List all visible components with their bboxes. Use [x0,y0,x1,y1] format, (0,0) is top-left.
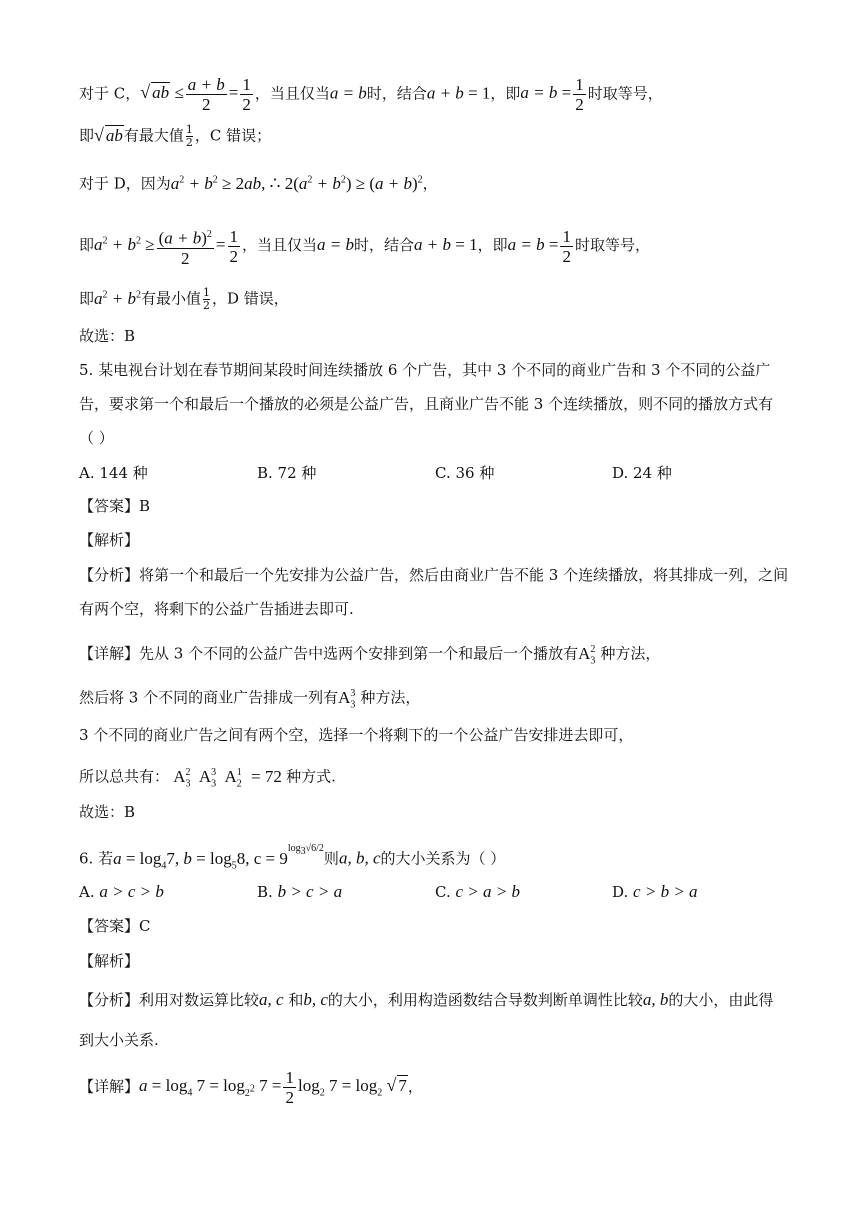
d-analysis-line-2: 即$a^2 + b^2$ ≥ $\frac{(a + b)^2}{2}$ = $\frac{1}{2}$ ，当且仅当a = b时，结合a + b = 1，即a = b = $\frac{1}{2}$ 时取等号， [79,226,650,268]
q5-option-a: A. 144 种 [79,464,148,482]
math-q6-a-log: $a = \log_4 7 = \log_{2^2} 7$ = $\frac{1}{2}$ $\log_2 7 = \log_2$ √ 7 [139,1068,407,1107]
q5-fenxi-1: 【分析】将第一个和最后一个先安排为公益广告，然后由商业广告不能 3 个连续播放，将其排成一列，之间 [79,566,789,584]
q6-xiangjie: 【详解】$a = \log_4 7 = \log_{2^2} 7$ = $\frac{1}{2}$ $\log_2 7 = \log_2$ √ 7， [79,1068,423,1107]
q5-xiangjie-3: 3 个不同的商业广告之间有两个空，选择一个将剩下的一个公益广告安排进去即可， [79,726,634,744]
d-analysis-line-1: 对于 D，因为$a^2 + b^2 \ge 2ab$, ∴ $2(a^2 + b^2) \ge (a + b)^2$， [79,173,438,193]
q6-option-a: A. a > c > b [79,882,164,901]
q5-xiangjie-1: 【详解】先从 3 个不同的公益广告中选两个安排到第一个和最后一个播放有$A_3^2$ 种方法， [79,643,661,667]
q6-fenxi-1: 【分析】利用对数运算比较a, c 和b, c的大小，利用构造函数结合导数判断单调性比较a, b的大小，由此得 [79,990,774,1009]
q6-option-b: B. b > c > a [257,882,343,901]
math-sqrt-ab: √ ab [94,124,123,145]
c-analysis-line-2: 即√ ab有最大值 $\frac{1}{2}$ ，C 错误； [79,123,272,149]
q5-stem-3: （ ） [79,429,114,447]
d-analysis-line-3: 即$a^2 + b^2$有最小值 $\frac{1}{2}$ ，D 错误， [79,286,289,313]
q5-xiangjie-2: 然后将 3 个不同的商业广告排成一列有$A_3^3$ 种方法， [79,687,421,711]
q5-choice: 故选：B [79,803,136,821]
c-analysis-line-1: 对于 C，√ ab ≤ $\frac{a + b}{2}$ = $\frac{1}{2}$ ，当且仅当a = b时，结合a + b = 1，即a = b = $\frac{1}{2}$ 时取等号， [79,75,663,114]
math-a-eq-b-half: a = b = $\frac{1}{2}$ [520,75,584,114]
q5-stem-1: 5. 某电视台计划在春节期间某段时间连续播放 6 个广告，其中 3 个不同的商业广告和 3 个不同的公益广 [79,361,771,379]
math-a32: $A_3^2$ [578,643,596,667]
q5-analysis-label: 【解析】 [79,531,140,549]
q4-choice: 故选：B [79,327,136,345]
math-q6-definitions: $a = \log_47$, $b = \log_58$, $c = 9^{log_3√6/2}$ [113,843,324,872]
q6-stem: 6. 若$a = \log_47$, $b = \log_58$, $c = 9^{log_3√6/2}$则a, b, c的大小关系为（ ） [79,843,506,872]
q6-option-d: D. c > b > a [612,882,698,901]
q5-option-c: C. 36 种 [435,464,495,482]
q5-option-d: D. 24 种 [612,464,672,482]
math-a33: $A_3^3$ [338,687,356,711]
q5-answer: 【答案】B [79,497,151,515]
math-sqrt-ab-inequality: √ ab ≤ $\frac{a + b}{2}$ = $\frac{1}{2}$ [140,75,251,114]
q5-fenxi-2: 有两个空，将剩下的公益广告插进去即可. [79,600,354,618]
q5-stem-2: 告，要求第一个和最后一个播放的必须是公益广告，且商业广告不能 3 个连续播放，则不同的播放方式有 [79,395,774,413]
math-d-min: $a^2 + b^2$ ≥ $\frac{(a + b)^2}{2}$ = $\frac{1}{2}$ [94,226,239,268]
q6-answer: 【答案】C [79,917,151,935]
q5-xiangjie-4: 所以总共有： $A_3^2$ $A_3^3$ $A_2^1 = 72$ 种方式. [79,766,336,790]
q6-analysis-label: 【解析】 [79,952,140,970]
math-total-72: $A_3^2$ $A_3^3$ $A_2^1 = 72$ [169,766,287,790]
math-a-eq-b: a = b [329,83,367,103]
q5-option-b: B. 72 种 [257,464,317,482]
math-half: $\frac{1}{2}$ [185,123,193,149]
q6-option-c: C. c > a > b [435,882,520,901]
math-a-plus-b-eq-1: a + b = 1 [426,83,491,103]
q6-fenxi-2: 到大小关系. [79,1031,159,1049]
math-d-inequality: $a^2 + b^2 \ge 2ab$, ∴ $2(a^2 + b^2) \ge (a + b)^2$ [170,173,423,193]
